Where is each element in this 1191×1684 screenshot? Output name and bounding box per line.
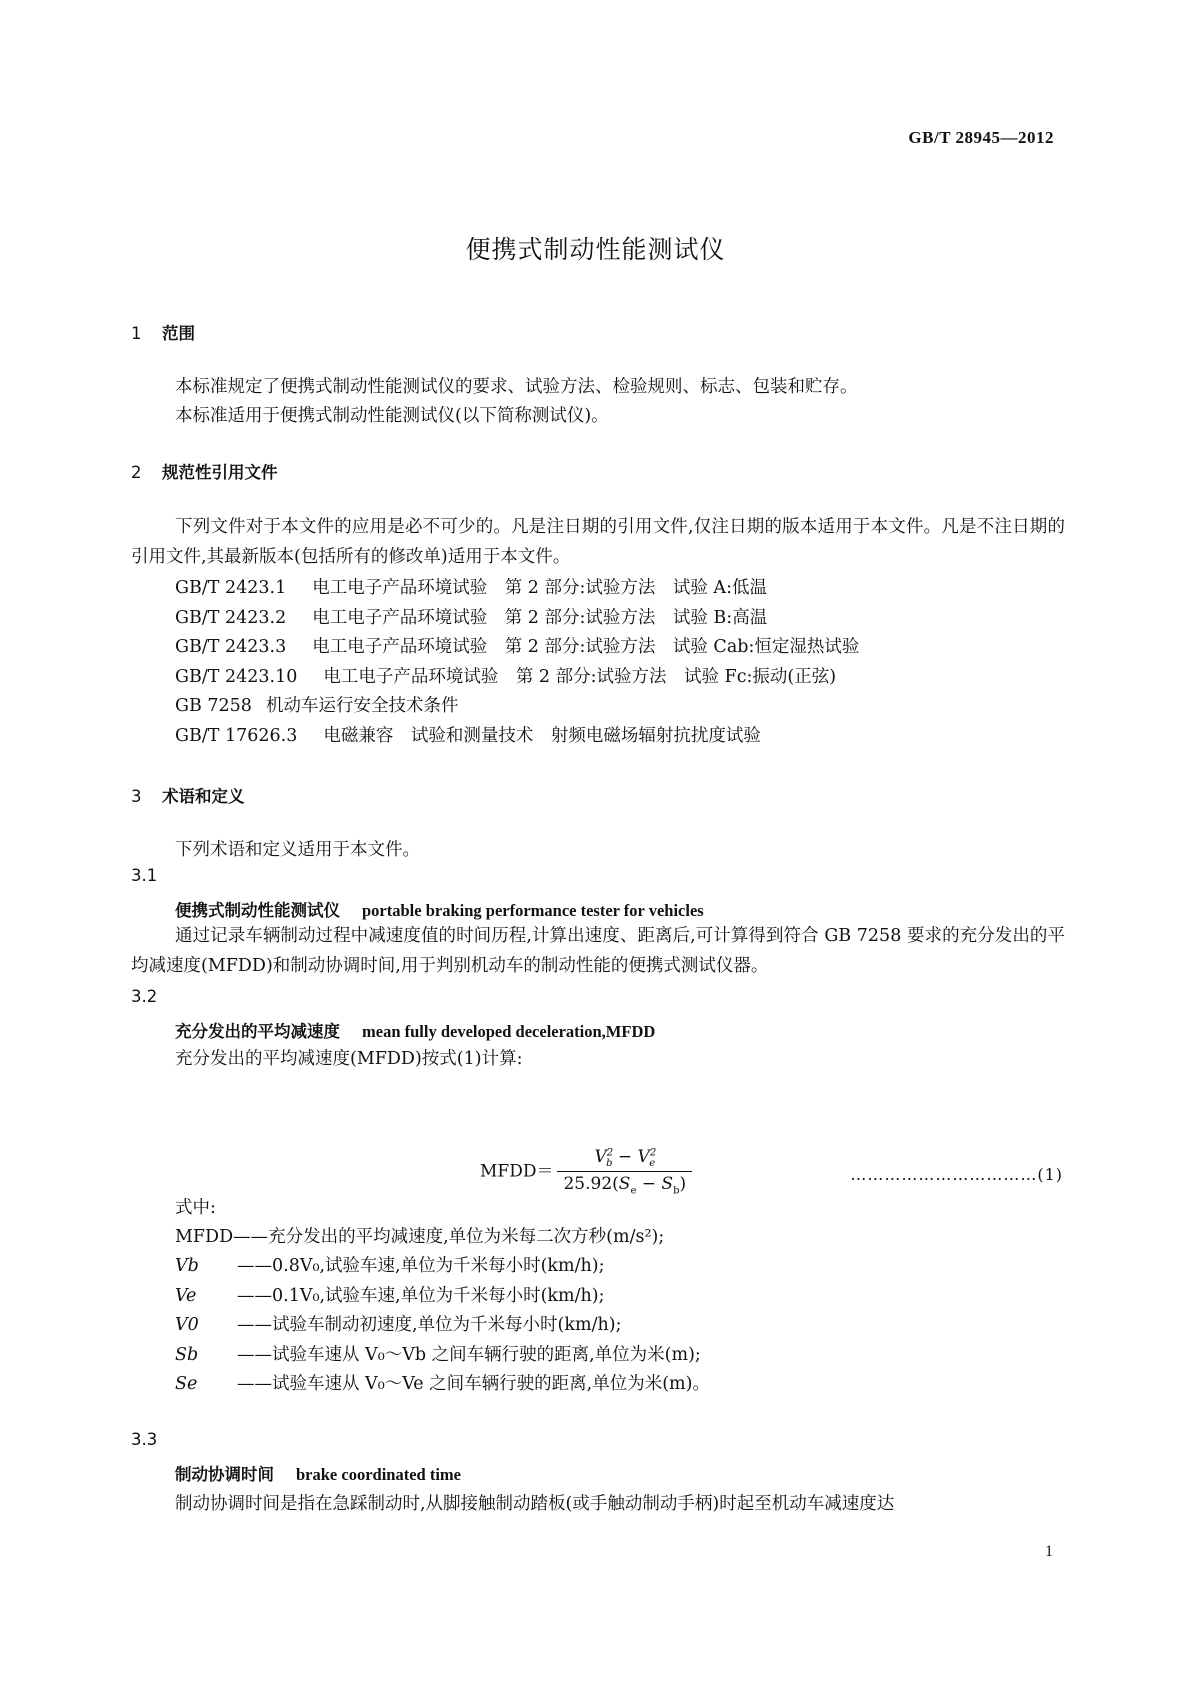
formula-lhs: MFDD＝: [480, 1161, 554, 1182]
formula-numerator: $V^2_b - V^2_e$: [557, 1147, 692, 1172]
subclause-number: 3.2: [131, 987, 158, 1006]
subclause-number: 3.3: [131, 1430, 158, 1449]
reference-item: [175, 722, 761, 747]
symbol: Se: [175, 1374, 198, 1394]
paragraph: 充分发出的平均减速度(MFDD)按式(1)计算:: [175, 1049, 523, 1069]
term-en: portable braking performance tester for vehicles: [362, 901, 704, 920]
formula-number: ……………………………(1): [850, 1165, 1063, 1184]
term-heading: [175, 1018, 655, 1042]
page-number: 1: [1045, 1543, 1053, 1560]
formula-1: [480, 1147, 692, 1197]
term-zh: 便携式制动性能测试仪: [175, 901, 340, 920]
section-1-heading: [131, 320, 195, 344]
reference-item: [175, 604, 767, 629]
paragraph: 本标准规定了便携式制动性能测试仪的要求、试验方法、检验规则、标志、包装和贮存。: [175, 377, 858, 397]
symbol-description: ——0.1V₀,试验车速,单位为千米每小时(km/h);: [237, 1286, 605, 1306]
where-label: 式中:: [175, 1198, 216, 1218]
term-heading: [175, 897, 704, 921]
symbol-row: [175, 1282, 605, 1307]
reference-item: [175, 692, 458, 717]
reference-title: 机动车运行安全技术条件: [265, 696, 459, 716]
section-number: 2: [131, 463, 142, 482]
section-number: 1: [131, 324, 142, 343]
symbol-description: ——试验车速从 V₀～Ve 之间车辆行驶的距离,单位为米(m)。: [237, 1374, 710, 1394]
reference-title: 电工电子产品环境试验 第 2 部分:试验方法 试验 B:高温: [312, 608, 768, 628]
term-en: mean fully developed deceleration,MFDD: [362, 1022, 656, 1041]
reference-title: 电工电子产品环境试验 第 2 部分:试验方法 试验 Cab:恒定湿热试验: [312, 637, 860, 657]
reference-item: [175, 633, 859, 658]
symbol: MFDD: [175, 1227, 234, 1247]
reference-code: GB/T 2423.10: [175, 667, 298, 687]
section-title: 规范性引用文件: [162, 463, 278, 482]
reference-code: GB/T 2423.3: [175, 637, 287, 657]
reference-item: [175, 663, 836, 688]
subclause-number: 3.1: [131, 866, 158, 885]
symbol-description: ——试验车制动初速度,单位为千米每小时(km/h);: [237, 1315, 622, 1335]
symbol: Ve: [175, 1286, 197, 1306]
formula-denominator: $25.92(S_e - S_b)$: [563, 1174, 687, 1197]
section-title: 术语和定义: [162, 787, 245, 806]
symbol-description: ——充分发出的平均减速度,单位为米每二次方秒(m/s²);: [233, 1227, 665, 1247]
symbol-row: [175, 1223, 664, 1248]
symbol-row: [175, 1311, 621, 1336]
symbol-row: [175, 1341, 701, 1366]
reference-title: 电工电子产品环境试验 第 2 部分:试验方法 试验 A:低温: [312, 578, 767, 598]
reference-title: 电磁兼容 试验和测量技术 射频电磁场辐射抗扰度试验: [323, 726, 761, 746]
term-zh: 制动协调时间: [175, 1465, 274, 1484]
symbol-row: [175, 1252, 605, 1277]
reference-item: [175, 574, 767, 599]
reference-title: 电工电子产品环境试验 第 2 部分:试验方法 试验 Fc:振动(正弦): [323, 667, 837, 687]
reference-code: GB/T 2423.2: [175, 608, 287, 628]
term-zh: 充分发出的平均减速度: [175, 1022, 340, 1041]
section-3-heading: [131, 783, 245, 807]
symbol: V0: [175, 1315, 199, 1335]
term-heading: [175, 1461, 461, 1485]
reference-code: GB/T 17626.3: [175, 726, 298, 746]
symbol: Sb: [175, 1345, 199, 1365]
standard-code: GB/T 28945—2012: [908, 128, 1054, 147]
formula-fraction: [557, 1147, 692, 1197]
reference-code: GB 7258: [175, 696, 252, 716]
paragraph: 下列文件对于本文件的应用是必不可少的。凡是注日期的引用文件,仅注日期的版本适用于本文件。凡是不注日期的引用文件,其最新版本(包括所有的修改单)适用于本文件。: [131, 517, 1065, 567]
document-title: 便携式制动性能测试仪: [465, 235, 726, 264]
symbol-description: ——试验车速从 V₀～Vb 之间车辆行驶的距离,单位为米(m);: [237, 1345, 701, 1365]
term-definition: 制动协调时间是指在急踩制动时,从脚接触制动踏板(或手触动制动手柄)时起至机动车减速度达: [175, 1494, 895, 1514]
symbol-row: [175, 1370, 710, 1395]
term-en: brake coordinated time: [296, 1465, 461, 1484]
symbol-description: ——0.8V₀,试验车速,单位为千米每小时(km/h);: [237, 1256, 605, 1276]
section-title: 范围: [162, 324, 195, 343]
paragraph: 本标准适用于便携式制动性能测试仪(以下简称测试仪)。: [175, 406, 609, 426]
term-definition: 通过记录车辆制动过程中减速度值的时间历程,计算出速度、距离后,可计算得到符合 GB 7258 要求的充分发出的平均减速度(MFDD)和制动协调时间,用于判别机动车的制动性能的便携式测试仪器。: [131, 926, 1065, 976]
section-2-heading: [131, 459, 278, 483]
section-number: 3: [131, 787, 142, 806]
symbol: Vb: [175, 1256, 199, 1276]
paragraph: 下列术语和定义适用于本文件。: [175, 840, 420, 860]
reference-code: GB/T 2423.1: [175, 578, 287, 598]
